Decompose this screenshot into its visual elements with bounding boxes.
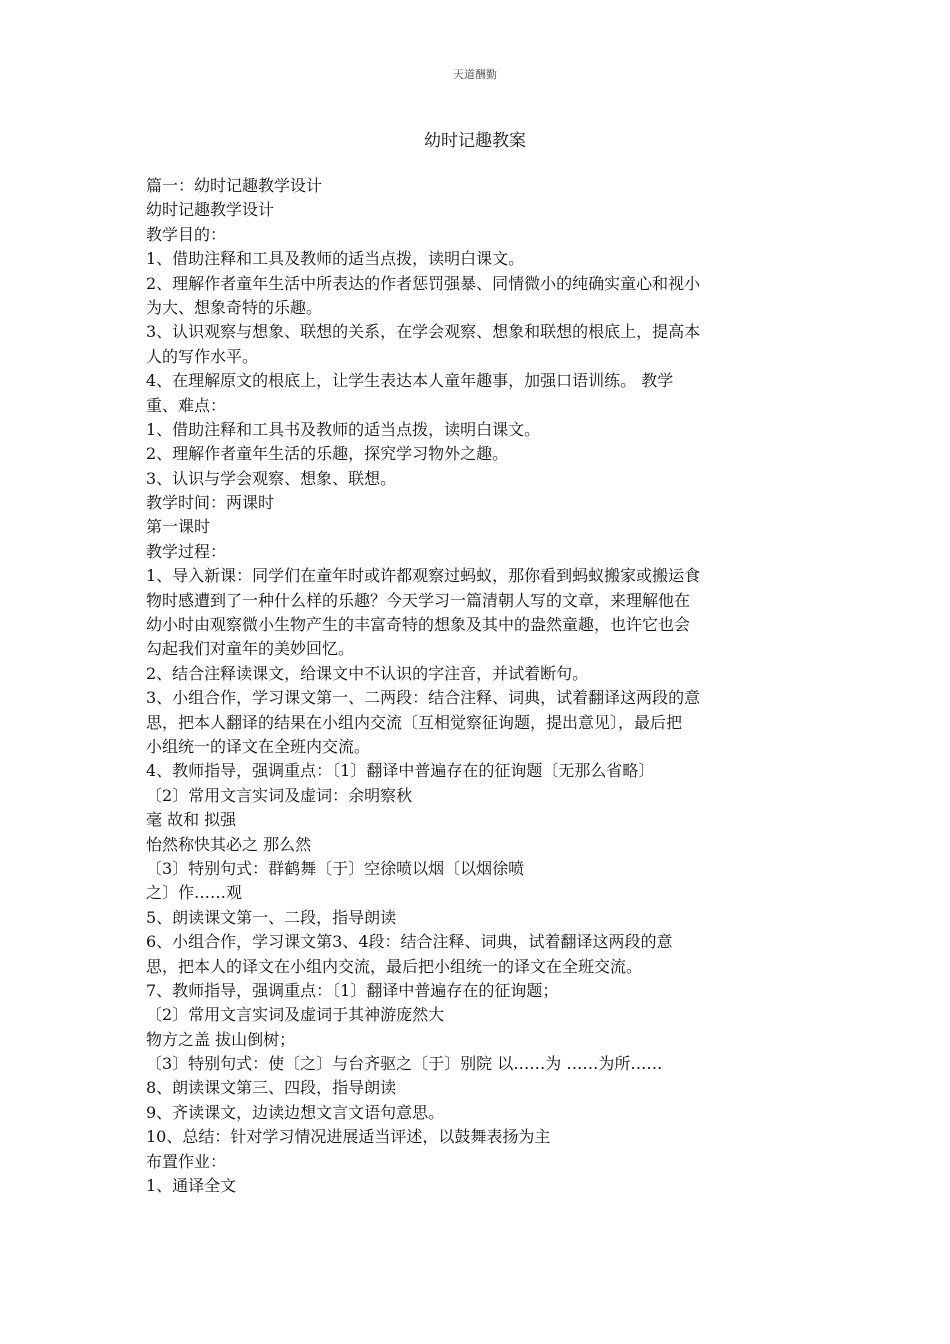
text-line: 为大、想象奇特的乐趣。 bbox=[146, 297, 323, 317]
document-title: 幼时记趣教案 bbox=[424, 131, 526, 151]
text-line: 7、教师指导，强调重点：〔1〕翻译中普遍存在的征询题； bbox=[146, 980, 559, 1000]
text-line: 思，把本人翻译的结果在小组内交流〔互相觉察征询题，提出意见〕，最后把 bbox=[146, 712, 683, 732]
text-line: 怡然称快其必之 那么然 bbox=[146, 834, 312, 854]
text-line: 之〕作……观 bbox=[146, 883, 243, 903]
text-line: 篇一：幼时记趣教学设计 bbox=[146, 176, 323, 195]
text-line: 2、理解作者童年生活中所表达的作者惩罚强暴、同情微小的纯确实童心和视小 bbox=[146, 273, 701, 293]
text-line: 布置作业： bbox=[146, 1151, 227, 1171]
text-line: 4、教师指导，强调重点：〔1〕翻译中普遍存在的征询题〔无那么省略〕 bbox=[146, 761, 655, 781]
text-line: 3、认识与学会观察、想象、联想。 bbox=[146, 468, 397, 488]
text-line: 〔2〕常用文言实词及虚词于其神游庞然大 bbox=[146, 1005, 445, 1025]
text-line: 教学时间：两课时 bbox=[146, 493, 275, 513]
text-line: 10、总结：针对学习情况进展适当评述，以鼓舞表扬为主 bbox=[146, 1127, 551, 1147]
text-line: 毫 故和 拟强 bbox=[146, 810, 237, 830]
text-line: 1、通译全文 bbox=[146, 1176, 237, 1196]
text-line: 人的写作水平。 bbox=[146, 346, 259, 366]
text-line: 勾起我们对童年的美妙回忆。 bbox=[146, 639, 355, 659]
text-line: 第一课时 bbox=[146, 517, 211, 537]
text-line: 〔3〕特别句式：群鹤舞〔于〕空徐喷以烟〔以烟徐喷 bbox=[146, 858, 525, 878]
text-line: 5、朗读课文第一、二段，指导朗读 bbox=[146, 907, 397, 927]
text-line: 物方之盖 拔山倒树； bbox=[146, 1029, 296, 1049]
page-header: 天道酬勤 bbox=[453, 68, 497, 81]
text-line: 幼时记趣教学设计 bbox=[146, 200, 275, 220]
text-line: 6、小组合作，学习课文第3、4段：结合注释、词典，试着翻译这两段的意 bbox=[146, 932, 673, 952]
text-line: 教学目的： bbox=[146, 224, 227, 244]
text-line: 1、导入新课：同学们在童年时或许都观察过蚂蚁，那你看到蚂蚁搬家或搬运食 bbox=[146, 566, 701, 586]
text-line: 物时感遭到了一种什么样的乐趣？今天学习一篇清朝人写的文章，来理解他在 bbox=[146, 590, 691, 610]
text-line: 8、朗读课文第三、四段，指导朗读 bbox=[146, 1078, 397, 1098]
text-line: 思，把本人的译文在小组内交流，最后把小组统一的译文在全班交流。 bbox=[146, 956, 643, 976]
text-line: 4、在理解原文的根底上，让学生表达本人童年趣事，加强口语训练。 教学 bbox=[146, 371, 674, 391]
text-line: 幼小时由观察微小生物产生的丰富奇特的想象及其中的盎然童趣，也许它也会 bbox=[146, 615, 691, 635]
text-line: 〔2〕常用文言实词及虚词：余明察秋 bbox=[146, 785, 413, 805]
text-line: 小组统一的译文在全班内交流。 bbox=[146, 736, 371, 756]
text-line: 2、结合注释读课文，给课文中不认识的字注音，并试着断句。 bbox=[146, 663, 589, 683]
document-body bbox=[146, 174, 808, 1198]
text-line: 重、难点： bbox=[146, 395, 227, 415]
text-line: 1、借助注释和工具及教师的适当点拨，读明白课文。 bbox=[146, 249, 525, 269]
text-line: 教学过程： bbox=[146, 541, 227, 561]
text-line: 1、借助注释和工具书及教师的适当点拨，读明白课文。 bbox=[146, 419, 541, 439]
text-line: 3、认识观察与想象、联想的关系，在学会观察、想象和联想的根底上，提高本 bbox=[146, 322, 701, 342]
text-line: 〔3〕特别句式：使〔之〕与台齐驱之〔于〕别院 以……为 ……为所…… bbox=[146, 1054, 663, 1074]
text-line: 3、小组合作，学习课文第一、二两段：结合注释、词典，试着翻译这两段的意 bbox=[146, 688, 701, 708]
text-line: 2、理解作者童年生活的乐趣，探究学习物外之趣。 bbox=[146, 444, 509, 464]
text-line: 9、齐读课文，边读边想文言文语句意思。 bbox=[146, 1102, 445, 1122]
